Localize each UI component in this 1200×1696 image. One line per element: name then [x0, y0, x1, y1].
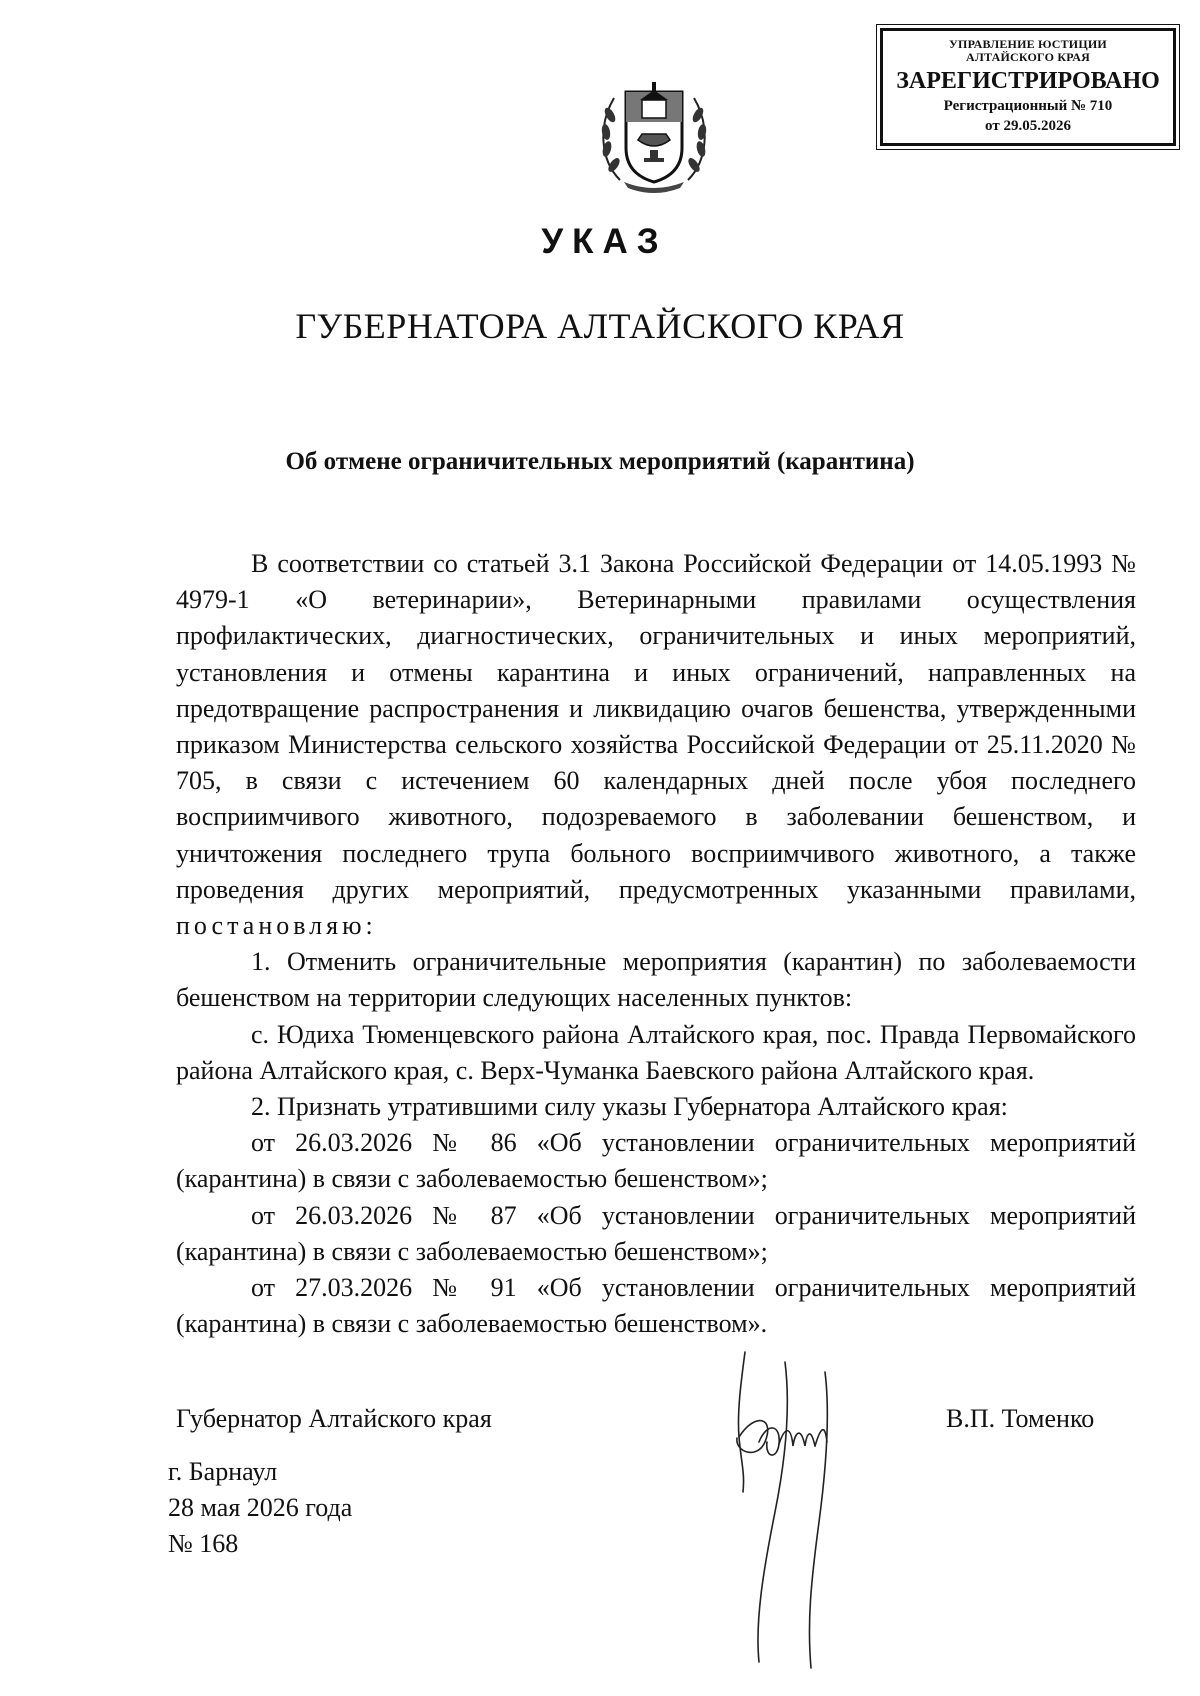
stamp-agency-line2: АЛТАЙСКОГО КРАЯ: [966, 50, 1090, 64]
decree-subject: Об отмене ограничительных мероприятий (карантина): [285, 448, 915, 475]
signatory-name: В.П. Томенко: [946, 1404, 1095, 1433]
item-2-decree-a: от 26.03.2026 № 86 «Об установлении ограничительных мероприятий (карантина) в связи с заболеваемостью бешенством»;: [176, 1128, 1136, 1194]
preamble-paragraph: [176, 546, 1136, 944]
signatory-position: Губернатор Алтайского края: [176, 1404, 492, 1433]
item-1-places: с. Юдиха Тюменцевского района Алтайского края, пос. Правда Первомайского района Алтайского края, с. Верх-Чуманка Баевского района Алтайского края.: [176, 1019, 1136, 1085]
item-2: 2. Признать утратившими силу указы Губернатора Алтайского края:: [251, 1092, 1008, 1122]
stamp-agency: [883, 38, 1173, 64]
decree-number: № 168: [168, 1529, 239, 1558]
decree-issuer: ГУБЕРНАТОРА АЛТАЙСКОГО КРАЯ: [295, 306, 905, 346]
decree-place-date: [168, 1454, 352, 1562]
stamp-status: ЗАРЕГИСТРИРОВАНО: [896, 68, 1160, 94]
stamp-reg-number: Регистрационный № 710: [943, 98, 1113, 114]
preamble-text: В соответствии со статьей 3.1 Закона Российской Федерации от 14.05.1993 № 4979-1 «О ветеринарии», Ветеринарными правилами осуществления профилактических, диагностических, ограничительных и иных мероприятий, установления и отмены карантина и иных ограничений, направленных на предотвращение распространения и ликвидацию очагов бешенства, утвержденными приказом Министерства сельского хозяйства Российской Федерации от 25.11.2020 № 705, в связи с истечением 60 календарных дней после убоя последнего восприимчивого животного, подозреваемого в заболевании бешенством, и уничтожения последнего трупа больного восприимчивого животного, а также проведения других мероприятий, предусмотренных указанными правилами,: [176, 549, 1136, 904]
decree-body: [176, 546, 1136, 1342]
resolves-text: постановляю:: [176, 911, 377, 941]
decree-title: УКАЗ: [541, 222, 668, 261]
registration-stamp: [880, 28, 1176, 146]
decree-date: 28 мая 2026 года: [168, 1493, 353, 1522]
handwritten-signature: [715, 1342, 875, 1672]
item-1: 1. Отменить ограничительные мероприятия (карантин) по заболеваемости бешенством на территории следующих населенных пунктов:: [176, 947, 1136, 1013]
item-2-decree-b: от 26.03.2026 № 87 «Об установлении ограничительных мероприятий (карантина) в связи с заболеваемостью бешенством»;: [176, 1200, 1136, 1266]
decree-city: г. Барнаул: [168, 1457, 278, 1486]
item-2-decree-c: от 27.03.2026 № 91 «Об установлении ограничительных мероприятий (карантина) в связи с заболеваемостью бешенством».: [176, 1273, 1136, 1339]
stamp-reg-date: от 29.05.2026: [985, 118, 1071, 134]
stamp-agency-line1: УПРАВЛЕНИЕ ЮСТИЦИИ: [949, 37, 1107, 51]
coat-of-arms-icon: [590, 70, 718, 198]
